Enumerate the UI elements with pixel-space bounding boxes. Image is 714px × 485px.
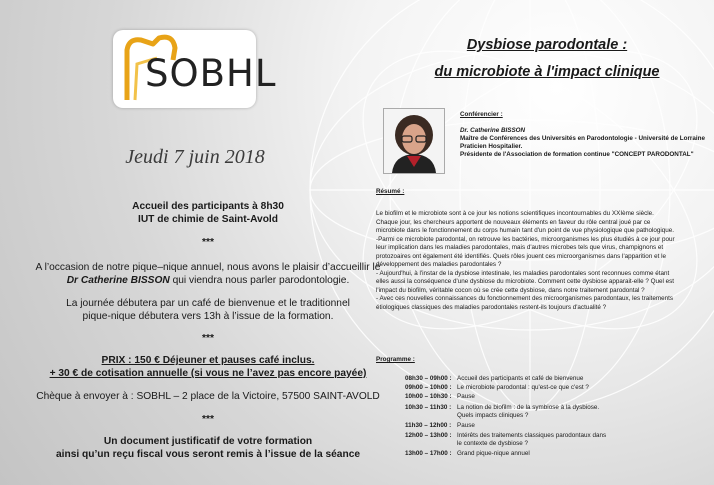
programme-time: 10h30 – 11h30 : <box>405 404 452 411</box>
document-line1: Un document justificatif de votre formation <box>103 436 313 447</box>
programme-time: 11h30 – 12h00 : <box>405 422 452 429</box>
programme-row <box>405 440 528 449</box>
programme-text: Quels impacts cliniques ? <box>457 412 529 419</box>
page-subtitle: du microbiote à l'impact clinique <box>434 64 660 80</box>
programme-time: 12h00 – 13h00 : <box>405 432 452 439</box>
programme-row <box>405 393 475 402</box>
sobhl-logo <box>113 30 277 108</box>
programme-time: 08h30 – 09h00 : <box>405 375 452 382</box>
conferencier-name: Dr. Catherine BISSON <box>460 127 526 134</box>
separator: *** <box>202 414 214 425</box>
accueil-line2: IUT de chimie de Saint-Avold <box>137 214 278 225</box>
logo-text: SOBHL <box>145 52 277 95</box>
speaker-name: Dr Catherine BISSON <box>66 275 170 286</box>
programme-text: Pause <box>457 393 475 400</box>
resume-label: Résumé : <box>376 188 405 195</box>
programme-row <box>405 422 475 431</box>
resume-paragraph: -Parmi ce microbiote parodontal, on retrouve les bactéries, microorganismes les plus étudiés à ce jour pour leur implication dans les maladies parodontales, mais d'autres microbes tels que virus, champignons et protozoaires ont également été identifiés. Quels rôles jouent ces microorganismes dans l'apparition et le développement des maladies parodontales ? <box>376 235 675 268</box>
journee-line2: pique-nique débutera vers 13h à l’issue de la formation. <box>82 311 334 322</box>
accueil-line1: Accueil des participants à 8h30 <box>132 201 284 212</box>
programme-label: Programme : <box>376 356 415 363</box>
event-date: Jeudi 7 juin 2018 <box>125 146 265 168</box>
separator: *** <box>202 237 214 248</box>
programme-text: Accueil des participants et café de bienvenue <box>457 375 584 382</box>
resume-paragraph: Le biofilm et le microbiote sont à ce jour les notions scientifiques incontournables du XXIème siècle. Chaque jour, les chercheurs apportent de nouveaux éléments en faveur du rôle central joué par ce microbiote dans le fonctionnement du corps humain tant d'un point de vue physiologique que pathologique. <box>376 210 675 234</box>
journee-line1: La journée débutera par un café de bienvenue et le traditionnel <box>66 298 350 309</box>
programme-text: Grand pique-nique annuel <box>457 450 530 457</box>
annual-line2-rest: qui viendra nous parler parodontologie. <box>169 275 350 286</box>
prix-line1: PRIX : 150 € Déjeuner et pauses café inclus. <box>101 355 315 366</box>
programme-time: 09h00 – 10h00 : <box>405 384 452 391</box>
programme-text: Pause <box>457 422 475 429</box>
page-title: Dysbiose parodontale : <box>466 37 628 53</box>
cheque-address: Chèque à envoyer à : SOBHL – 2 place de la Victoire, 57500 SAINT-AVOLD <box>36 391 380 402</box>
conferencier-role: Praticien Hospitalier. <box>460 143 523 150</box>
programme-time: 10h00 – 10h30 : <box>405 393 452 400</box>
conferencier-association: Présidente de l'Association de formation continue "CONCEPT PARODONTAL" <box>460 151 694 158</box>
programme-row <box>405 412 528 421</box>
programme-text: Intérêts des traitements classiques parodontaux dans <box>457 432 607 439</box>
resume-paragraph: - Avec ces nouvelles connaissances du fonctionnement des microorganismes parodontaux, les traitements étiologiques classiques des maladies parodontales restent-ils toujours d'actualité ? <box>376 295 674 311</box>
conferencier-label: Conférencier : <box>460 111 503 118</box>
annual-line1: A l’occasion de notre pique–nique annuel, nous avons le plaisir d’accueillir le <box>35 262 381 273</box>
resume-body <box>376 210 676 312</box>
programme-text: le contexte de dysbiose ? <box>457 440 529 447</box>
programme-row <box>405 450 530 459</box>
programme-row <box>405 384 589 393</box>
resume-paragraph: - Aujourd'hui, à l'instar de la dysbiose intestinale, les maladies parodontales sont reconnues comme étant elles aussi la conséquence d'une dysbiose du microbiote. Comment cette dysbiose apparait-elle ? Quel est l'impact du biofilm, véritable cocon où se crée cette dysbiose, dans notre traitement parodontal ? <box>376 269 675 294</box>
programme-text: La notion de biofilm : de la symbiose à la dysbiose. <box>457 404 600 411</box>
programme-row <box>405 375 583 384</box>
speaker-photo <box>383 108 445 174</box>
separator: *** <box>202 333 214 344</box>
document-line2: ainsi qu’un reçu fiscal vous seront remis à l’issue de la séance <box>55 449 361 460</box>
annual-line2 <box>0 274 416 288</box>
programme-text: Le microbiote parodontal : qu'est-ce que c'est ? <box>457 384 589 391</box>
programme-time: 13h00 – 17h00 : <box>405 450 452 457</box>
conferencier-title: Maître de Conférences des Universités en Parodontologie - Université de Lorraine <box>460 135 705 142</box>
portrait-icon <box>384 109 444 173</box>
prix-line2: + 30 € de cotisation annuelle (si vous ne l’avez pas encore payée) <box>49 368 367 379</box>
